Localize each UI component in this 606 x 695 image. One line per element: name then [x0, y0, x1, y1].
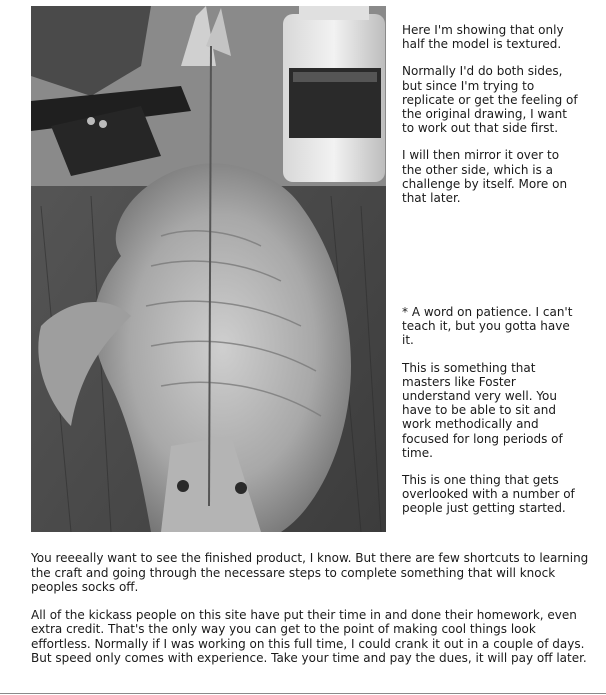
sidebar-paragraph: This is one thing that gets overlooked with a number of people just getting started. [402, 473, 575, 516]
sculpture-photo-icon [31, 6, 386, 532]
sidebar-paragraph: Normally I'd do both sides, but since I'm trying to replicate or get the feeling of the original drawing, I want to work out that side first. [402, 64, 578, 136]
sidebar-paragraph: Here I'm showing that only half the model is textured. [402, 23, 564, 52]
body-text [31, 551, 591, 679]
body-paragraph: You reeeally want to see the finished product, I know. But there are few shortcuts to learning the craft and going through the necessare steps to complete something that will knock peoples socks off. [31, 551, 589, 594]
sidebar-paragraph: This is something that masters like Foster understand very well. You have to be able to sit and work methodically and focused for long periods of time. [402, 360, 563, 460]
body-paragraph: All of the kickass people on this site have put their time in and done their homework, even extra credit. That's the only way you can get to the point of making cool things look effortless. Normally if I was working on this full time, I could crank it out in a couple of days. But speed only comes with experience. Take your time and pay the dues, it will pay off later. [31, 607, 587, 665]
sidebar-paragraph: I will then mirror it over to the other side, which is a challenge by itself. More on that later. [402, 148, 568, 206]
bottom-divider [0, 693, 606, 694]
patience-note: * A word on patience. I can't teach it, but you gotta have it. [402, 305, 573, 348]
sculpture-photo [31, 6, 386, 532]
sidebar-bottom-text [402, 305, 582, 529]
sidebar-top-text [402, 23, 582, 218]
